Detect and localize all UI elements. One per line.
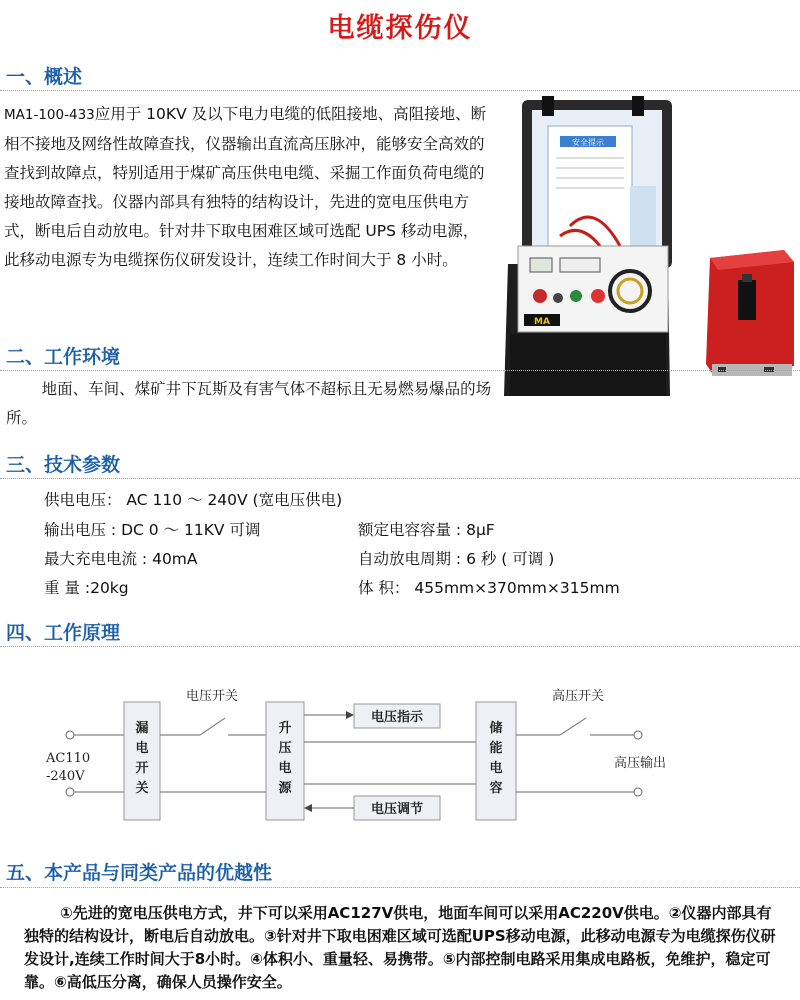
leakage-switch-char: 开 [135,761,149,776]
overview-paragraph [4,100,490,275]
spec-supply-voltage: 供电电压： AC 110 ～ 240V (宽电压供电) [44,491,343,509]
leakage-switch-char: 关 [135,781,149,796]
booster-char: 源 [278,781,292,796]
section-divider [0,646,800,647]
environment-text: 地面、车间、煤矿井下瓦斯及有害气体不超标且无易燃易爆品的场所。 [6,380,492,427]
page-title: 电缆探伤仪 [327,13,473,44]
section-heading-overview: 一、概述 [6,66,83,88]
input-label-line2: -240V [46,769,85,784]
hv-switch-symbol [560,718,586,735]
storage-char: 电 [489,761,503,776]
input-label-line1: AC110 [46,751,91,766]
model-number: MA1-100-433 [4,107,95,123]
ups-power-supply-image [704,248,796,378]
voltage-switch-label: 电压开关 [186,689,239,704]
section-divider [0,90,800,91]
advantages-text: ①先进的宽电压供电方式，井下可以采用AC127V供电，地面车间可以采用AC220V供电。②仪器内部具有独特的结构设计，断电后自动放电。③针对井下取电困难区域可选配UPS移动电源，此移动电源专为电缆探伤仪研发设计,连续工作时间大于8小时。④体积小、重量轻、易携带。⑤内部控制电路采用集成电路板，免维护，稳定可靠。⑥高低压分离，确保人员操作安全。 [24,904,776,991]
hv-switch-label: 高压开关 [552,689,605,704]
section-heading-principle: 四、工作原理 [6,622,121,644]
spec-capacitance: 额定电容容量 : 8μF [358,521,495,539]
section-heading-environment: 二、工作环境 [6,346,121,368]
leakage-switch-char: 漏 [135,721,149,736]
booster-char: 升 [278,721,292,736]
section-divider [0,887,800,888]
spec-output-voltage: 输出电压 : DC 0 ～ 11KV 可调 [44,521,261,539]
section-divider [0,370,800,371]
booster-char: 压 [278,741,292,756]
storage-char: 储 [489,721,503,736]
working-principle-diagram [40,680,760,840]
section-heading-advantages: 五、本产品与同类产品的优越性 [6,862,273,884]
overview-text: 应用于 10KV 及以下电力电缆的低阻接地、高阻接地、断相不接地及网络性故障查找，仪器输出直流高压脉冲，能够安全高效的查找到故障点，特别适用于煤矿高压供电电缆、采掘工作面负荷电缆的接地故障查找。仪器内部具有独特的结构设计，先进的宽电压供电方式，断电后自动放电。针对井下取电困难区域可选配 UPS 移动电源，此移动电源专为电缆探伤仪研发设计，连续工作时间大于 8 小时。 [4,105,487,269]
spec-volume: 体 积： 455mm×370mm×315mm [358,579,620,597]
storage-char: 容 [489,781,503,796]
voltage-switch-symbol [200,718,225,735]
voltage-regulator-label: 电压调节 [370,802,424,817]
booster-char: 电 [278,761,292,776]
leakage-switch-char: 电 [135,741,149,756]
section-heading-specs: 三、技术参数 [6,454,121,476]
voltage-indicator-label: 电压指示 [370,710,424,725]
instrument-case-image [500,96,675,402]
section-divider [0,478,800,479]
storage-char: 能 [489,741,503,756]
spec-weight: 重 量 :20kg [44,579,129,597]
hv-output-label: 高压输出 [614,756,667,771]
spec-discharge-period: 自动放电周期 : 6 秒 ( 可调 ) [358,550,555,568]
brand-logo: MA [534,317,550,327]
spec-charging-current: 最大充电电流 : 40mA [44,550,198,568]
safety-notice-label: 安全提示 [572,138,604,147]
